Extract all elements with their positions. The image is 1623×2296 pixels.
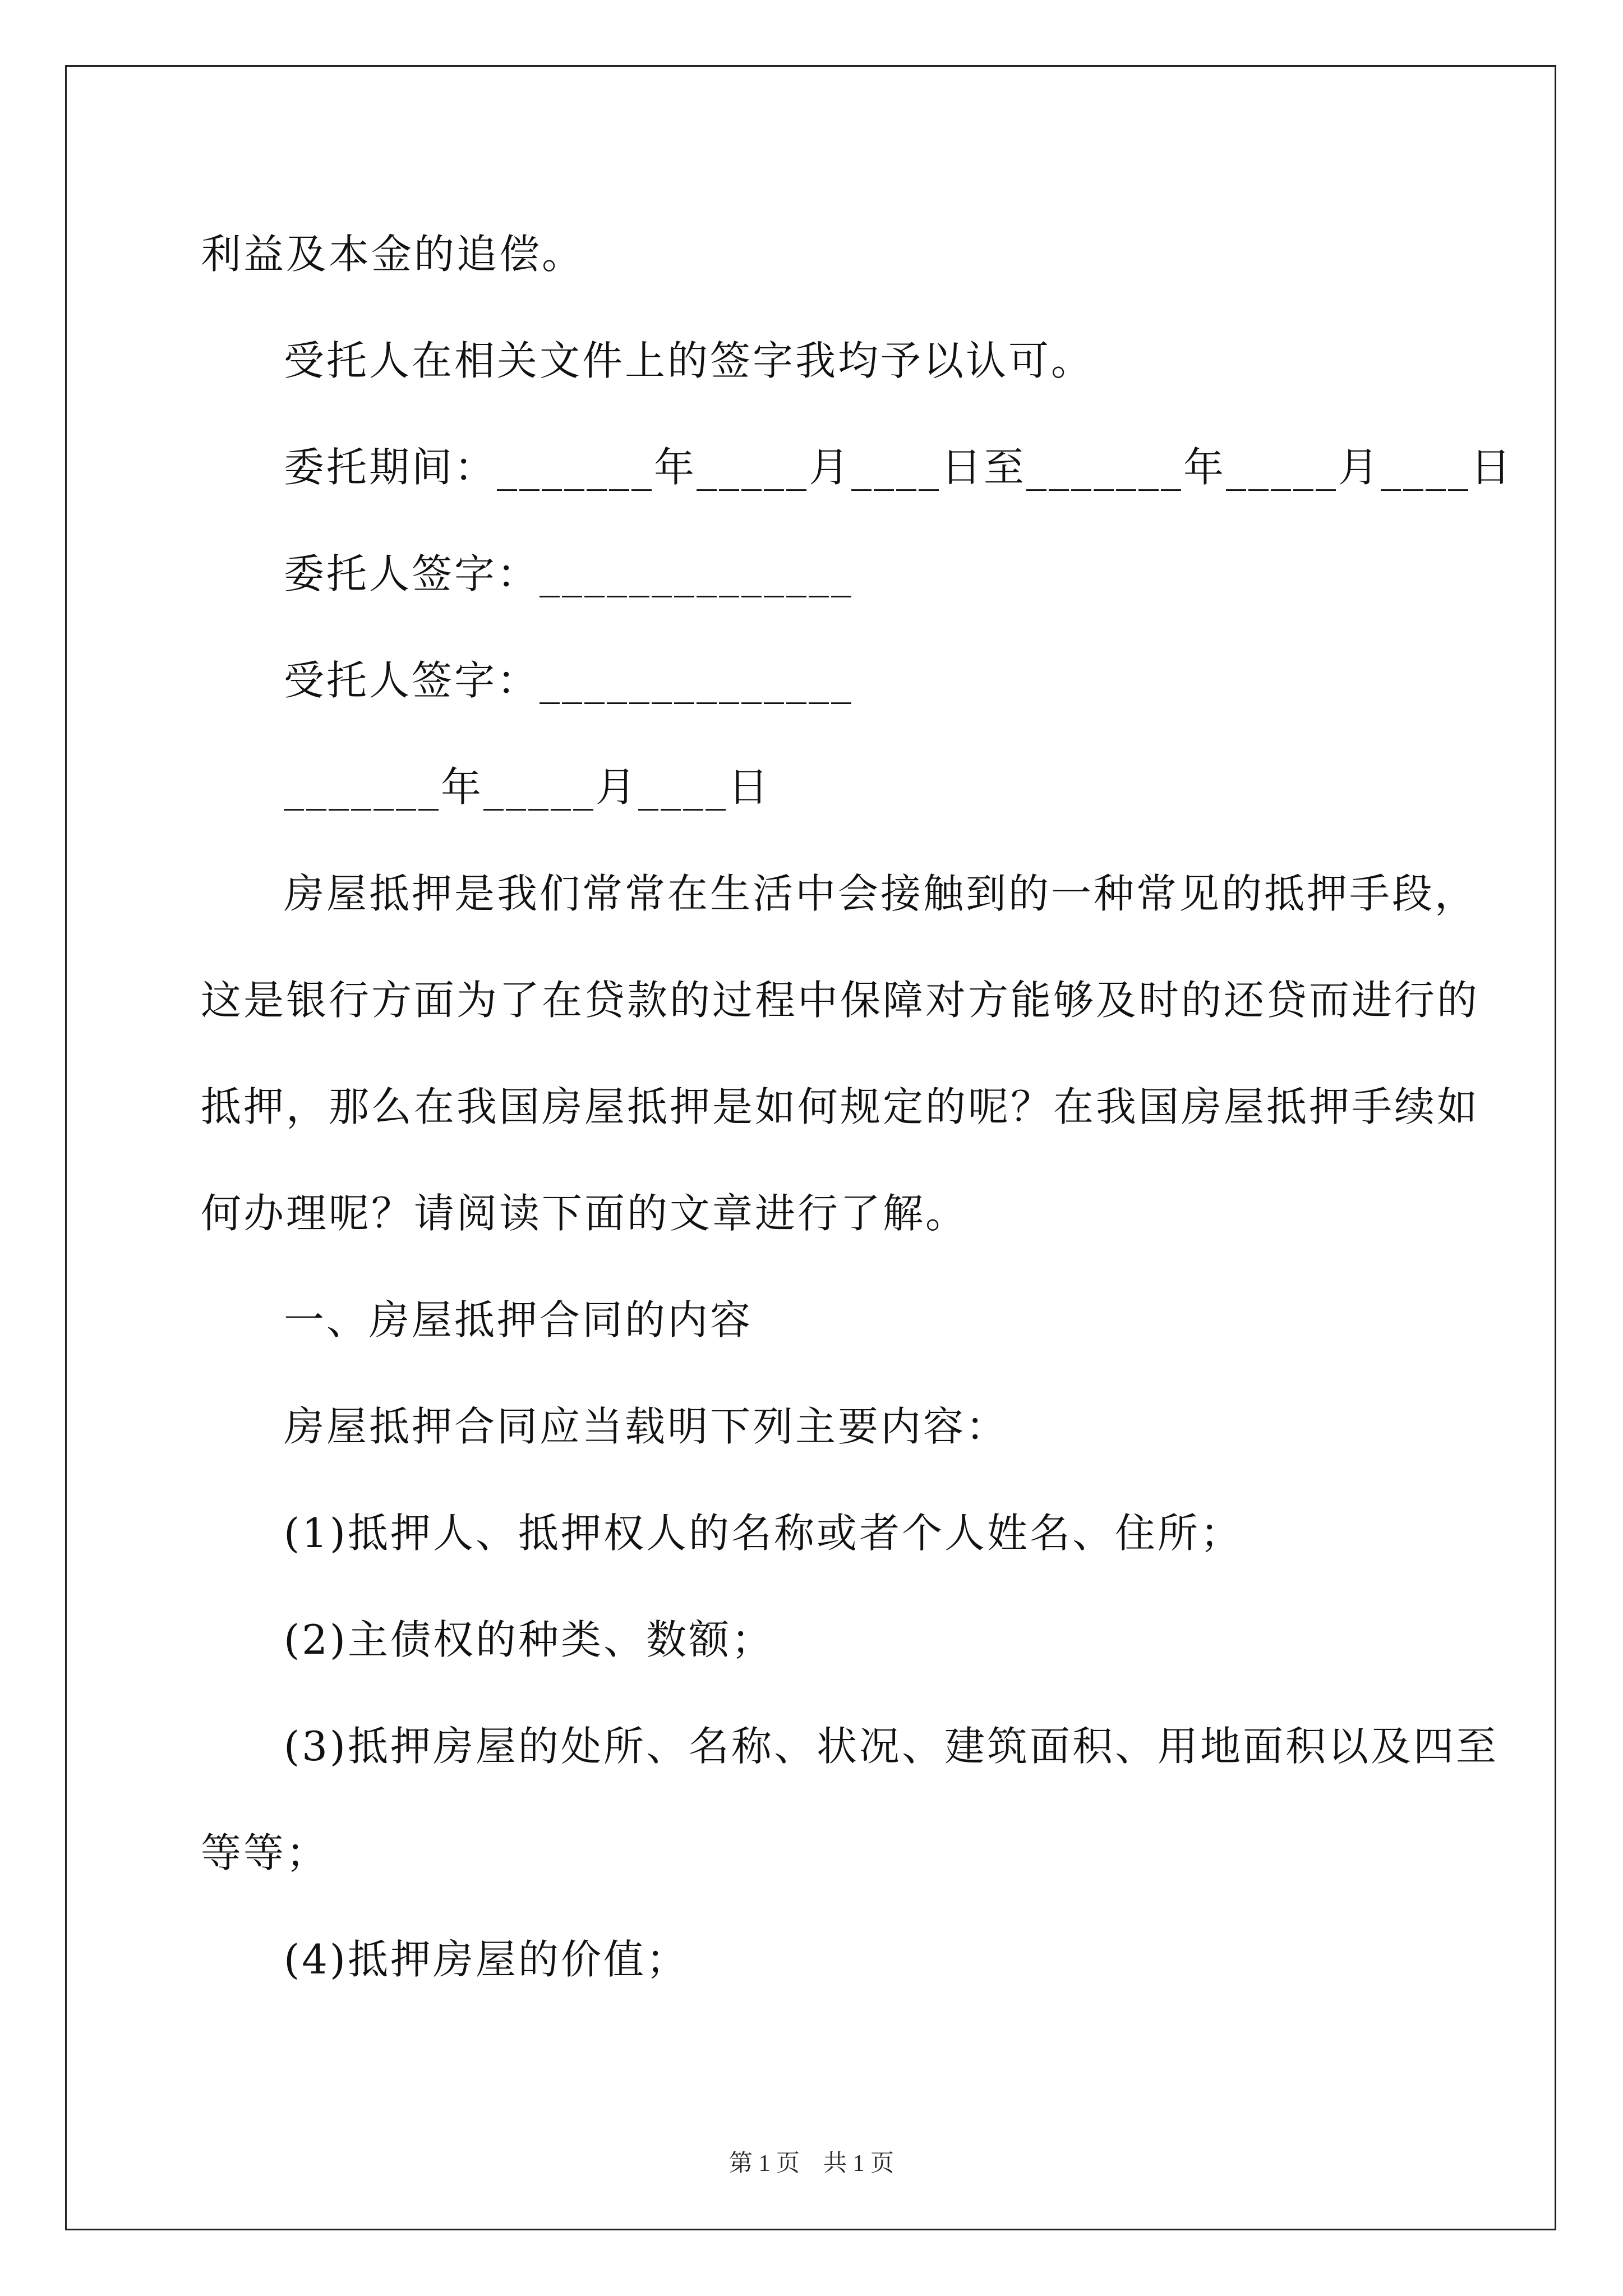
list-item-2: (2)主债权的种类、数额； (284, 1616, 774, 1663)
list-item-4: (4)抵押房屋的价值； (284, 1936, 689, 1983)
page-border (65, 65, 1556, 2230)
page-number: 第 1 页 共 1 页 (728, 2151, 894, 2177)
text-line-3: 委托期间：_______年_____月____日至_______年_____月____日 (284, 444, 1514, 491)
section-heading: 一、房屋抵押合同的内容 (284, 1296, 753, 1343)
text-line-2: 受托人在相关文件上的签字我均予以认可。 (284, 337, 1094, 384)
text-line-12: 房屋抵押合同应当载明下列主要内容： (284, 1403, 1009, 1450)
text-line-6: _______年_____月____日 (284, 763, 771, 811)
text-line-10: 何办理呢？请阅读下面的文章进行了解。 (201, 1190, 969, 1237)
text-line-1: 利益及本金的追偿。 (201, 231, 585, 278)
text-line-5: 受托人签字：______________ (284, 657, 854, 704)
text-line-8: 这是银行方面为了在贷款的过程中保障对方能够及时的还贷而进行的 (201, 977, 1480, 1024)
text-line-4: 委托人签字：______________ (284, 550, 854, 597)
list-item-3: (3)抵押房屋的处所、名称、状况、建筑面积、用地面积以及四至 (284, 1723, 1498, 1770)
text-line-9: 抵押，那么在我国房屋抵押是如何规定的呢？在我国房屋抵押手续如 (201, 1083, 1480, 1130)
list-item-1: (1)抵押人、抵押权人的名称或者个人姓名、住所； (284, 1510, 1243, 1557)
text-line-7: 房屋抵押是我们常常在生活中会接触到的一种常见的抵押手段， (284, 870, 1478, 917)
list-item-3-continued: 等等； (201, 1829, 329, 1876)
